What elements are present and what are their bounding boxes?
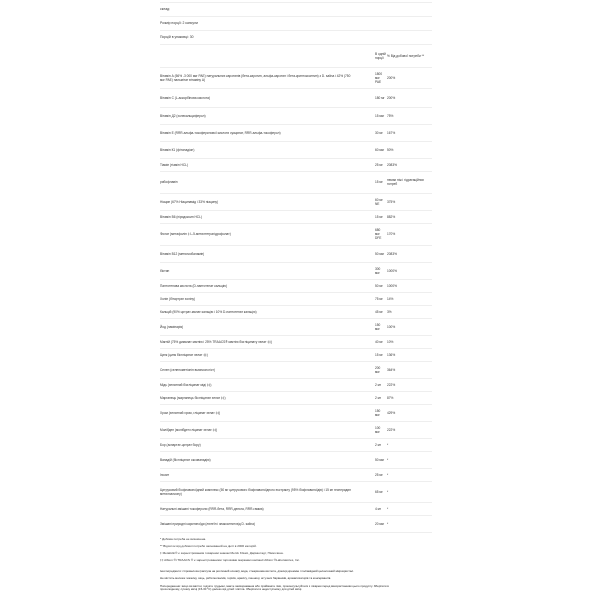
table-row <box>160 361 432 378</box>
daily-value-percent: 75% <box>387 107 432 124</box>
amount-per-serving: 60 мкг <box>375 141 387 158</box>
table-row <box>160 502 432 515</box>
warning-text: Попередження: якщо ви вагітні, годуєте грудьми, маєте захворювання або приймаєте ліки, проконсультуйтеся з лікарем перед використанням цього продукту. Зберігати в прохолодному, сухому місці (15-30 °C) далеко від дітей і світла. Зберігати в недоступному для дітей місці. <box>160 583 389 592</box>
amount-per-serving: 300 мкг <box>375 262 387 279</box>
table-row <box>160 378 432 391</box>
daily-value-percent: 2083% <box>387 245 432 262</box>
column-header-ingredient <box>160 45 375 67</box>
daily-value-percent: 167% <box>387 124 432 141</box>
ingredient-name: Змішані природні каротиноїди (лютеїн і зеаксантин від D. salina) <box>160 515 375 532</box>
table-row <box>160 262 432 279</box>
daily-value-percent: * <box>387 438 432 451</box>
ingredient-name: Ніацин (67% Ніацинамід і 33% ніацину) <box>160 193 375 210</box>
amount-per-serving: 65 мг <box>375 481 387 502</box>
daily-value-percent: 10% <box>387 335 432 348</box>
table-row <box>160 318 432 335</box>
ingredient-name: Магній (75% дималат магнію і 25% TRAACS® магнію бісгліцинату хелат ‡‡) <box>160 335 375 348</box>
footnote: * Добова потреба не визначена. <box>160 536 207 541</box>
ingredient-name: Кальцій (90% цитрат-малат кальцію і 10% D-пантотенат кальцію) <box>160 305 375 318</box>
amount-per-serving: 150 мкг <box>375 318 387 335</box>
amount-per-serving: 2 мг <box>375 391 387 404</box>
ingredient-name: Пантотенова кислота (D-пантотенат кальцію) <box>160 279 375 292</box>
daily-value-percent: 100% <box>387 318 432 335</box>
ingredient-name: Вітамін Д2 (холекальциферол) <box>160 107 375 124</box>
ingredient-name: Вітамін С (L-аскорбінова кислота) <box>160 88 375 107</box>
amount-per-serving: 15 мкг <box>375 107 387 124</box>
ingredient-name: Хром (хелатний хром, гліцинат хелат ‡‡) <box>160 404 375 421</box>
table-row <box>160 158 432 171</box>
daily-value-percent: * <box>387 468 432 481</box>
ingredient-name: Натуральні змішані токофероли (RRR-бета, RRR-дельта, RRR-гамма) <box>160 502 375 515</box>
table-row <box>160 223 432 245</box>
amount-per-serving: 680 мкг DFE <box>375 223 387 245</box>
ingredient-name: Селен (селенометіонін вьюнкологіст) <box>160 361 375 378</box>
daily-value-percent: немає ніж і гідратаційних потреб <box>387 171 432 193</box>
ingredient-name: Ванадій (бісгліцинат оксованадію) <box>160 451 375 468</box>
table-row <box>160 481 432 502</box>
disclaimers <box>160 570 392 592</box>
amount-per-serving: 30 мг <box>375 124 387 141</box>
table-row <box>160 245 432 262</box>
daily-value-percent: 222% <box>387 421 432 438</box>
ingredient-name: Вітамін К1 (фітонадіон) <box>160 141 375 158</box>
table-row <box>160 391 432 404</box>
table-row <box>160 468 432 481</box>
amount-per-serving: 15 мг <box>375 171 387 193</box>
amount-per-serving: 20 мкг <box>375 515 387 532</box>
daily-value-percent: * <box>387 481 432 502</box>
ingredient-name: Молібден (молібден гліцинат хелат ‡‡) <box>160 421 375 438</box>
amount-per-serving: 1800 мкг РАЕ <box>375 67 387 88</box>
table-row <box>160 305 432 318</box>
ingredient-name: Тіамін (тіамін HCL) <box>160 158 375 171</box>
table-row <box>160 421 432 438</box>
table-row <box>160 292 432 305</box>
ingredient-name: біотин <box>160 262 375 279</box>
ingredient-name: Фолат (метафолін ‡ L-5-метилтетрагідрофолат) <box>160 223 375 245</box>
table-row <box>160 193 432 210</box>
amount-per-serving: 50 мкг <box>375 451 387 468</box>
table-row <box>160 171 432 193</box>
amount-per-serving: 25 мг <box>375 468 387 481</box>
amount-per-serving: 45 мг <box>375 305 387 318</box>
table-row <box>160 88 432 107</box>
amount-per-serving: 15 мг <box>375 348 387 361</box>
amount-per-serving: 50 мг <box>375 279 387 292</box>
daily-value-percent: 3% <box>387 305 432 318</box>
daily-value-percent: 200% <box>387 67 432 88</box>
ingredient-name: Цинк (цинк бісгліцинат хелат ‡‡) <box>160 348 375 361</box>
composition-label: склад: <box>160 3 432 17</box>
amount-per-serving: 60 мг NE <box>375 193 387 210</box>
daily-value-percent: 1000% <box>387 262 432 279</box>
table-row <box>160 335 432 348</box>
table-row <box>160 404 432 421</box>
table-row <box>160 438 432 451</box>
daily-value-percent: * <box>387 515 432 532</box>
daily-value-percent: 2083% <box>387 158 432 171</box>
ingredient-name: Йод (ламінарія) <box>160 318 375 335</box>
serving-size: Розмір порції: 2 капсули <box>160 17 432 31</box>
column-header-amount: В одній порції <box>375 45 387 67</box>
ingredient-name: Вітамін А (56% -3 000 мкг РАЕ) натуральних каротинів (бета-каротин, альфа-каротин і бета-криптоксантин) з D. salina і 42% (750 мкг РАЕ) пальмітат вітаміну А) <box>160 67 375 88</box>
amount-per-serving: 50 мкг <box>375 245 387 262</box>
ingredient-name: Інозит <box>160 468 375 481</box>
amount-per-serving: 180 мг <box>375 88 387 107</box>
table-row <box>160 67 432 88</box>
amount-per-serving: 75 мг <box>375 292 387 305</box>
ingredient-name: Цитрусовий біофлавоноїдний комплекс (50 мг цитрусового біофлавоноїдного екстракту (95% біофлавоноїдів) і 15 мг гесперидин метилхалкону) <box>160 481 375 502</box>
table-row <box>160 348 432 361</box>
nutrition-rows <box>160 67 432 532</box>
amount-per-serving: 4 мг <box>375 502 387 515</box>
daily-value-percent: * <box>387 451 432 468</box>
daily-value-percent: 14% <box>387 292 432 305</box>
daily-value-percent: 375% <box>387 193 432 210</box>
amount-per-serving: 200 мкг <box>375 361 387 378</box>
ingredient-name: Холін (бітартрат холіну) <box>160 292 375 305</box>
daily-value-percent: 170% <box>387 223 432 245</box>
ingredient-name: Мідь (хелатний бісгліцинат міді ‡‡) <box>160 378 375 391</box>
table-row <box>160 107 432 124</box>
supplement-facts-panel <box>160 0 432 596</box>
table-row <box>160 515 432 532</box>
amount-per-serving: 100 мкг <box>375 421 387 438</box>
column-header-daily-value: % Від добової потреби ** <box>387 45 432 67</box>
daily-value-percent: 364% <box>387 361 432 378</box>
servings-per-container: Порцій в упаковці: 30 <box>160 31 432 45</box>
ingredient-name: Бор (аспартат-цитрат бору) <box>160 438 375 451</box>
table-row <box>160 124 432 141</box>
ingredient-name: Вітамін В12 (метилкобаламін) <box>160 245 375 262</box>
ingredient-name: Вітамін В6 (піридоксин HCL) <box>160 210 375 223</box>
allergen-text: Не містить молока і казеїну, яєць, риби молюсків, горіхів, арахісу, пшениці, штучних барвників, ароматизаторів та консервантів. <box>160 576 332 581</box>
footnotes <box>160 537 432 562</box>
amount-per-serving: 40 мг <box>375 335 387 348</box>
amount-per-serving: 2 мг <box>375 378 387 391</box>
footnote: ‡‡ Albion ®і TRAACS ® є зареєстрованими торговими марками компанії Albion ®Laboratories, Inc. <box>160 557 300 562</box>
daily-value-percent: 136% <box>387 348 432 361</box>
daily-value-percent: 429% <box>387 404 432 421</box>
daily-value-percent: 222% <box>387 378 432 391</box>
daily-value-percent: 1000% <box>387 279 432 292</box>
daily-value-percent: * <box>387 502 432 515</box>
table-row <box>160 141 432 158</box>
other-ingredients-text: Інші інгредієнти: гіпромелоза (капсула на рослинній основі), вода, стеаринова кислота, діоксид кремнію і поліамідний целюлозний мікрокристал. <box>160 568 355 573</box>
amount-per-serving: 15 мг <box>375 210 387 223</box>
footnote: ‡ Metafolin® є зареєстрованим товарним знаком Merck KGaA, Дармштадт, Німеччина. <box>160 550 284 555</box>
table-row <box>160 451 432 468</box>
daily-value-percent: 50% <box>387 141 432 158</box>
amount-per-serving: 2 мг <box>375 438 387 451</box>
ingredient-name: Вітамін Е (RRR-альфа-токоферилової кислоти сукцинат, RRR-альфа-токоферол) <box>160 124 375 141</box>
daily-value-percent: 87% <box>387 391 432 404</box>
footnote: ** Відсоток від добової потреби заснований на дієті в 2000 калорій. <box>160 543 257 548</box>
table-row <box>160 279 432 292</box>
ingredient-name: рибофлавін <box>160 171 375 193</box>
ingredient-name: Марганець (марганець бісгліцинат хелат ‡‡) <box>160 391 375 404</box>
amount-per-serving: 150 мкг <box>375 404 387 421</box>
daily-value-percent: 200% <box>387 88 432 107</box>
daily-value-percent: 882% <box>387 210 432 223</box>
nutrition-table <box>160 45 432 533</box>
amount-per-serving: 25 мг <box>375 158 387 171</box>
table-row <box>160 210 432 223</box>
